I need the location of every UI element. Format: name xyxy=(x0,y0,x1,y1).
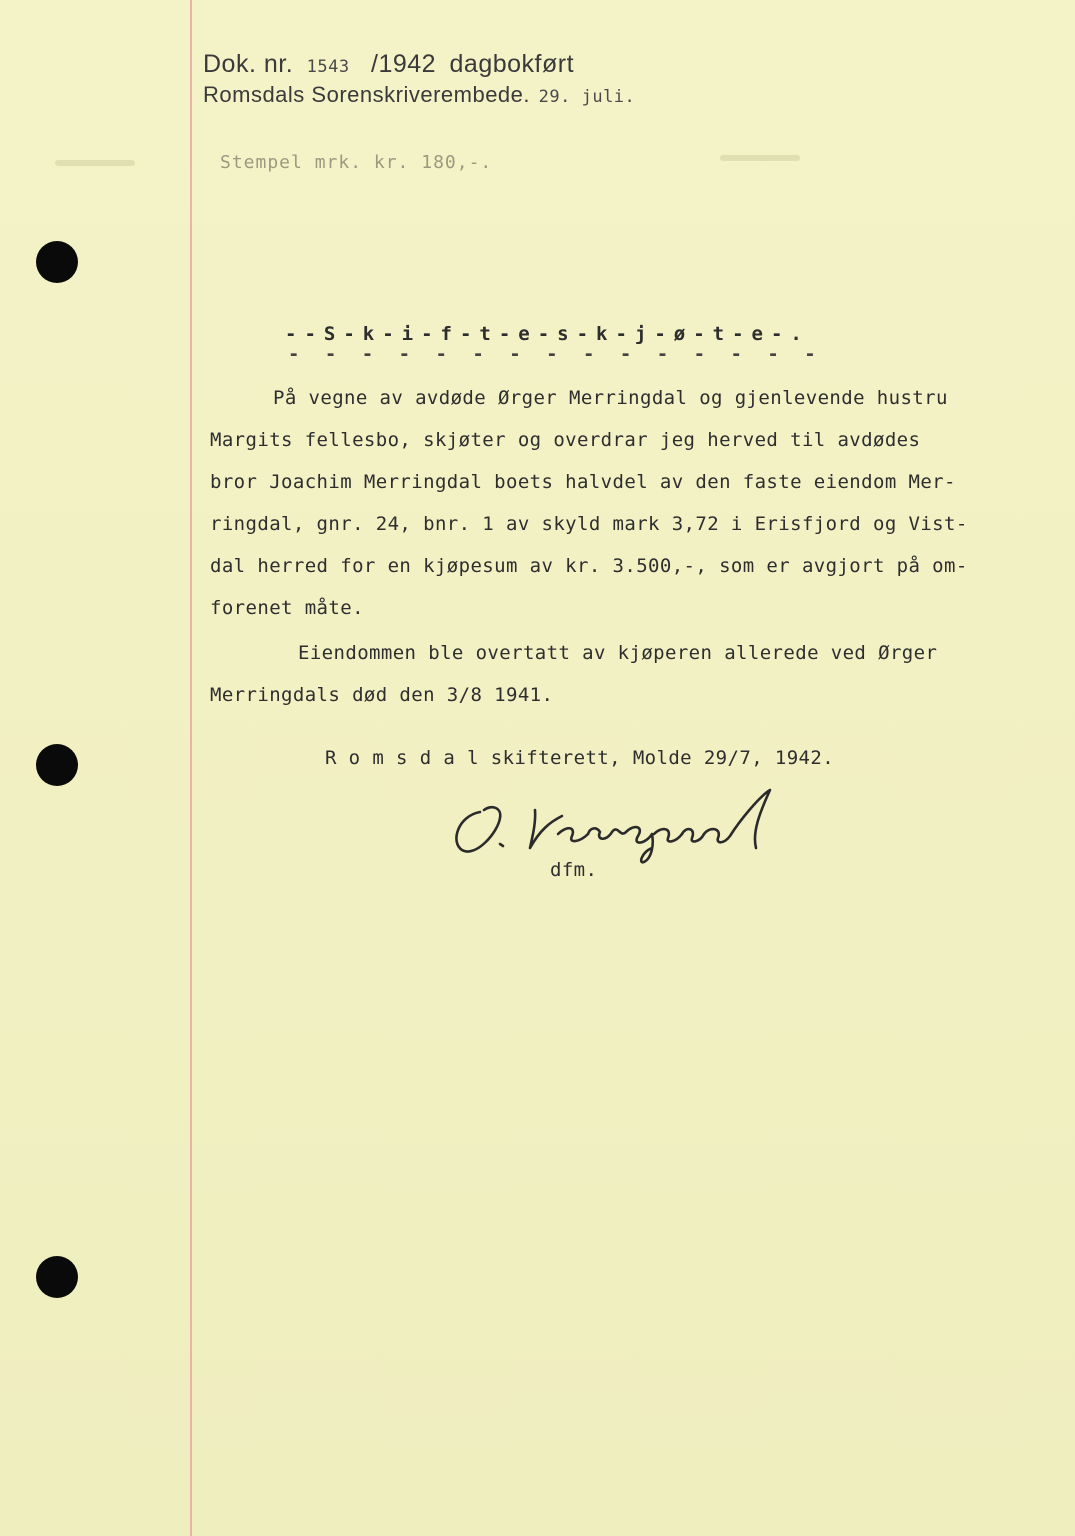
office-line xyxy=(203,82,635,108)
punch-hole-top xyxy=(36,241,78,283)
body-line-8: Merringdals død den 3/8 1941. xyxy=(210,684,554,706)
dok-header xyxy=(203,50,574,79)
punch-hole-middle xyxy=(36,744,78,786)
dok-year: /1942 xyxy=(371,50,437,78)
signature-image xyxy=(440,782,800,872)
body-line-3: bror Joachim Merringdal boets halvdel av den faste eiendom Mer- xyxy=(210,471,956,493)
faint-mark-left xyxy=(55,160,135,166)
body-line-6: forenet måte. xyxy=(210,597,364,619)
header-date: 29. juli. xyxy=(538,87,636,107)
body-line-1: På vegne av avdøde Ørger Merringdal og gjenlevende hustru xyxy=(273,387,948,409)
dok-suffix: dagbokført xyxy=(449,50,575,78)
body-line-5: dal herred for en kjøpesum av kr. 3.500,-, som er avgjort på om- xyxy=(210,555,968,577)
signature-title: dfm. xyxy=(550,859,598,881)
dok-prefix: Dok. nr. xyxy=(203,50,294,78)
document-title: --S-k-i-f-t-e-s-k-j-ø-t-e-. xyxy=(285,323,810,345)
place-date-line: R o m s d a l skifterett, Molde 29/7, 1942. xyxy=(325,747,835,769)
dok-number: 1543 xyxy=(306,57,350,77)
punch-hole-bottom xyxy=(36,1256,78,1298)
body-line-2: Margits fellesbo, skjøter og overdrar jeg herved til avdødes xyxy=(210,429,921,451)
title-underline: - - - - - - - - - - - - - - - xyxy=(288,343,823,365)
body-line-4: ringdal, gnr. 24, bnr. 1 av skyld mark 3,72 i Erisfjord og Vist- xyxy=(210,513,968,535)
office-name: Romsdals Sorenskriverembede. xyxy=(203,82,531,107)
stamp-line: Stempel mrk. kr. 180,-. xyxy=(220,152,493,173)
margin-line xyxy=(190,0,192,1536)
faint-mark-right xyxy=(720,155,800,161)
body-line-7: Eiendommen ble overtatt av kjøperen allerede ved Ørger xyxy=(298,642,938,664)
